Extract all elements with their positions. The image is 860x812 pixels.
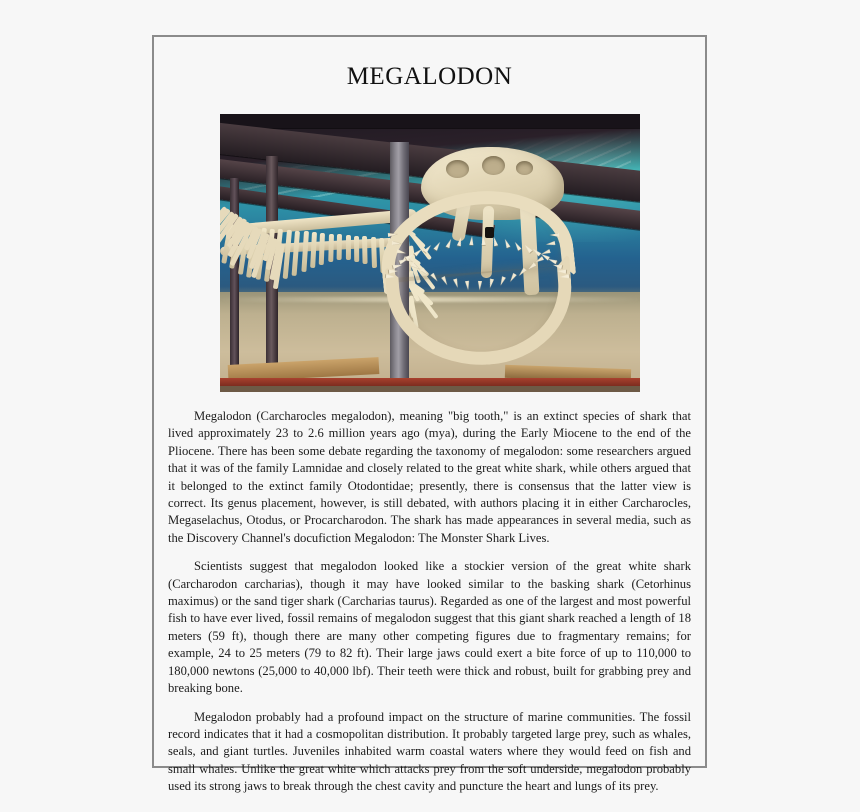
support-pillar-left [230,178,239,392]
skeleton-rib [328,233,334,262]
skeleton-rib [345,235,351,260]
article-body [168,408,691,796]
paragraph-1: Megalodon (Carcharocles megalodon), meaning "big tooth," is an extinct species of shark that lived approximately 23 to 2.6 million years ago (mya), during the Early Miocene to the end of the Pliocene. There has been some debate regarding the taxonomy of megalodon: some researchers argued that it was of the family Lamnidae and closely related to the great white shark, while others argued that it belonged to the extinct family Otodontidae; presently, there is consensus that the latter view is correct. Its genus placement, however, is still debated, with authors placing it in either Carcharocles, Megaselachus, Otodus, or Procarcharodon. The shark has made appearances in several media, such as the Discovery Channel's docufiction Megalodon: The Monster Shark Lives. [168,409,691,545]
skeleton-rib [354,236,360,262]
skeleton-rib [337,234,343,260]
shark-tooth [550,233,559,237]
figure [220,114,640,392]
paragraph-2: Scientists suggest that megalodon looked like a stockier version of the great white shark (Carcharodon carcharias), though it may have looked similar to the basking shark (Cetorhinus maximus) or the sand tiger shark (Carcharias taurus). Regarded as one of the largest and most powerful fish to have ever lived, fossil remains of megalodon suggest that this giant shark reached a length of 18 meters (59 ft), though there are many other competing figures due to fragmentary remains; for example, 24 to 25 meters (79 to 82 ft). Their large jaws could exert a bite force of up to 110,000 to 180,000 newtons (25,000 to 40,000 lbf). Their teeth were thick and robust, built for grabbing prey and breaking bone. [168,559,691,696]
shark-tooth [477,281,481,290]
ceiling-beam-top [220,114,640,128]
paragraph-3: Megalodon probably had a profound impact on the structure of marine communities. The fossil record indicates that it had a cosmopolitan distribution. It probably targeted large prey, such as whales, seals, and giant turtles. Juveniles inhabited warm coastal waters where they would feed on fish and small whales. Unlike the great white which attacks prey from the soft underside, megalodon probably used its strong jaws to break through the chest cavity and puncture the heart and lungs of its prey. [168,709,691,794]
page-title: MEGALODON [346,63,513,90]
shark-tooth [386,274,395,279]
shark-tooth [560,274,569,279]
skeleton-rib [371,237,377,268]
document-page [152,35,707,794]
shark-tooth [389,269,398,274]
shark-tooth [392,241,401,246]
exhibit-floor-edge [220,386,640,392]
shark-tooth [388,232,397,237]
shark-tooth [481,236,486,245]
skull-socket-center [482,156,505,175]
shark-tooth [557,269,566,274]
megalodon-jaw-photo [220,114,640,392]
